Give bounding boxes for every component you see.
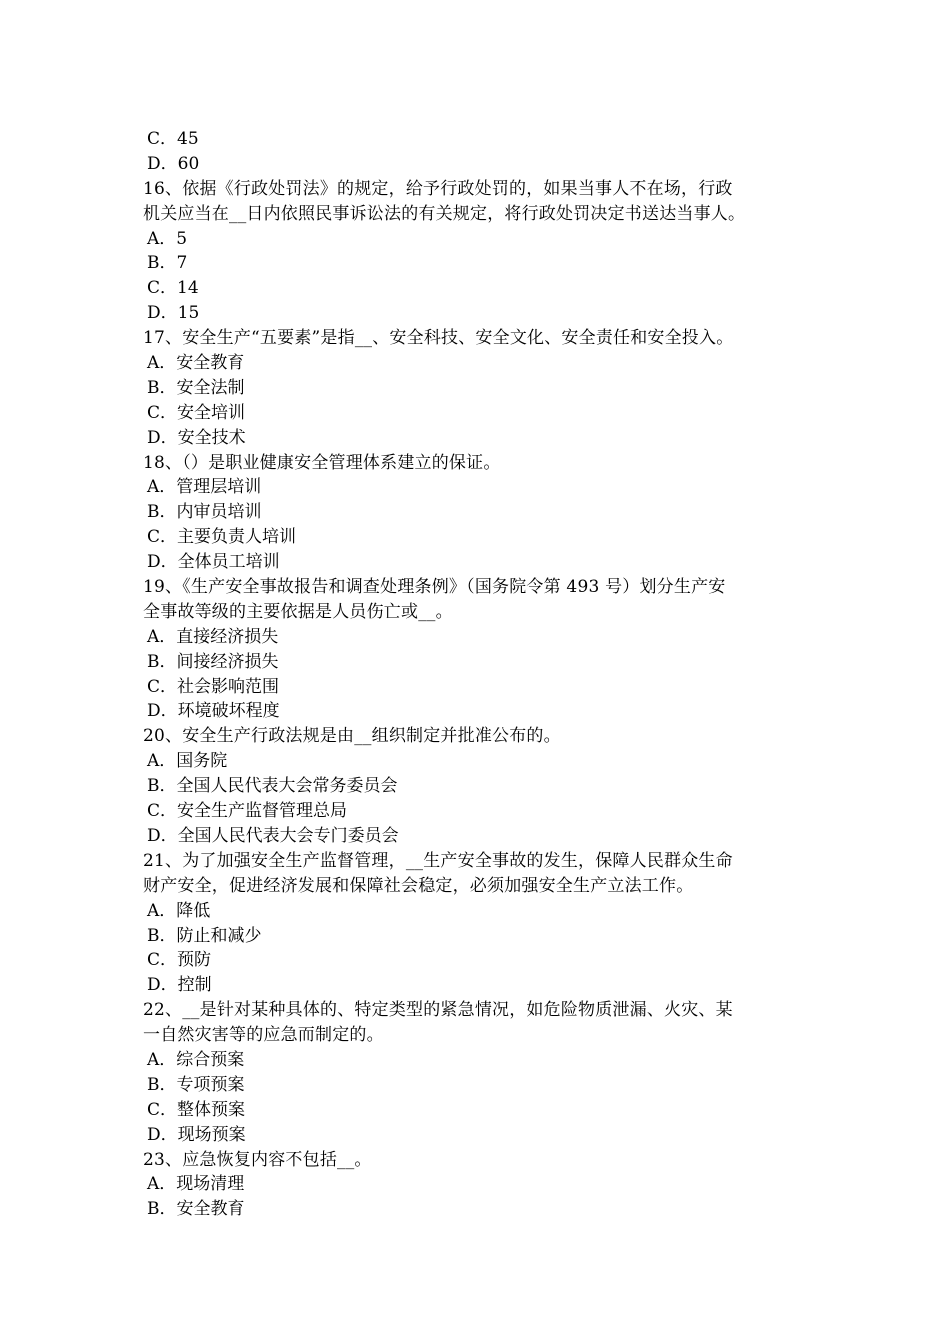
answer-option: C．整体预案 [147,1099,246,1120]
answer-option: A．综合预案 [147,1049,245,1070]
answer-option: D．安全技术 [147,427,246,448]
answer-option: B．安全法制 [147,377,245,398]
question-text-line: 全事故等级的主要依据是人员伤亡或__。 [143,601,453,622]
document-page-content [143,127,811,1222]
answer-option: C．社会影响范围 [147,676,280,697]
answer-option: D．现场预案 [147,1124,246,1145]
question-text-line: 16、依据《行政处罚法》的规定，给予行政处罚的，如果当事人不在场，行政 [143,178,733,199]
answer-option: B．防止和减少 [147,925,262,946]
answer-option: C．预防 [147,950,212,971]
question-text-line: 19、《生产安全事故报告和调查处理条例》（国务院令第 493 号）划分生产安 [143,577,726,598]
answer-option: B．间接经济损失 [147,651,279,672]
question-text-line: 22、__是针对某种具体的、特定类型的紧急情况，如危险物质泄漏、火灾、某 [143,1000,733,1021]
answer-option: C．主要负责人培训 [147,527,297,548]
answer-option: D．15 [147,303,200,324]
answer-option: A．管理层培训 [147,477,262,498]
answer-option: C．安全生产监督管理总局 [147,801,348,822]
answer-option: D．60 [147,153,200,174]
answer-option: D．全体员工培训 [147,552,280,573]
answer-option: B．7 [147,253,188,274]
answer-option: A．直接经济损失 [147,626,279,647]
answer-option: D．全国人民代表大会专门委员会 [147,825,399,846]
answer-option: C．45 [147,129,199,149]
answer-option: B．内审员培训 [147,502,262,523]
question-text-line: 18、（）是职业健康安全管理体系建立的保证。 [143,452,501,473]
answer-option: A．5 [147,228,188,249]
question-text-line: 21、为了加强安全生产监督管理，__生产安全事故的发生，保障人民群众生命 [143,850,733,871]
question-text-line: 17、安全生产“五要素”是指__、安全科技、安全文化、安全责任和安全投入。 [143,328,734,349]
answer-option: C．安全培训 [147,402,246,423]
question-text-line: 20、安全生产行政法规是由__组织制定并批准公布的。 [143,726,561,747]
question-text-line: 一自然灾害等的应急而制定的。 [143,1025,384,1046]
answer-option: D．环境破坏程度 [147,701,280,722]
question-text-line: 财产安全，促进经济发展和保障社会稳定，必须加强安全生产立法工作。 [143,875,694,896]
answer-option: B．专项预案 [147,1074,245,1095]
answer-option: A．现场清理 [147,1174,245,1195]
answer-option: A．安全教育 [147,353,245,374]
answer-option: A．国务院 [147,751,228,772]
answer-option: C．14 [147,278,199,299]
answer-option: B．安全教育 [147,1199,245,1220]
answer-option: B．全国人民代表大会常务委员会 [147,776,398,797]
question-text-line: 机关应当在__日内依照民事诉讼法的有关规定，将行政处罚决定书送达当事人。 [143,203,746,224]
question-text-line: 23、应急恢复内容不包括__。 [143,1149,372,1170]
answer-option: A．降低 [147,900,211,921]
answer-option: D．控制 [147,975,212,996]
